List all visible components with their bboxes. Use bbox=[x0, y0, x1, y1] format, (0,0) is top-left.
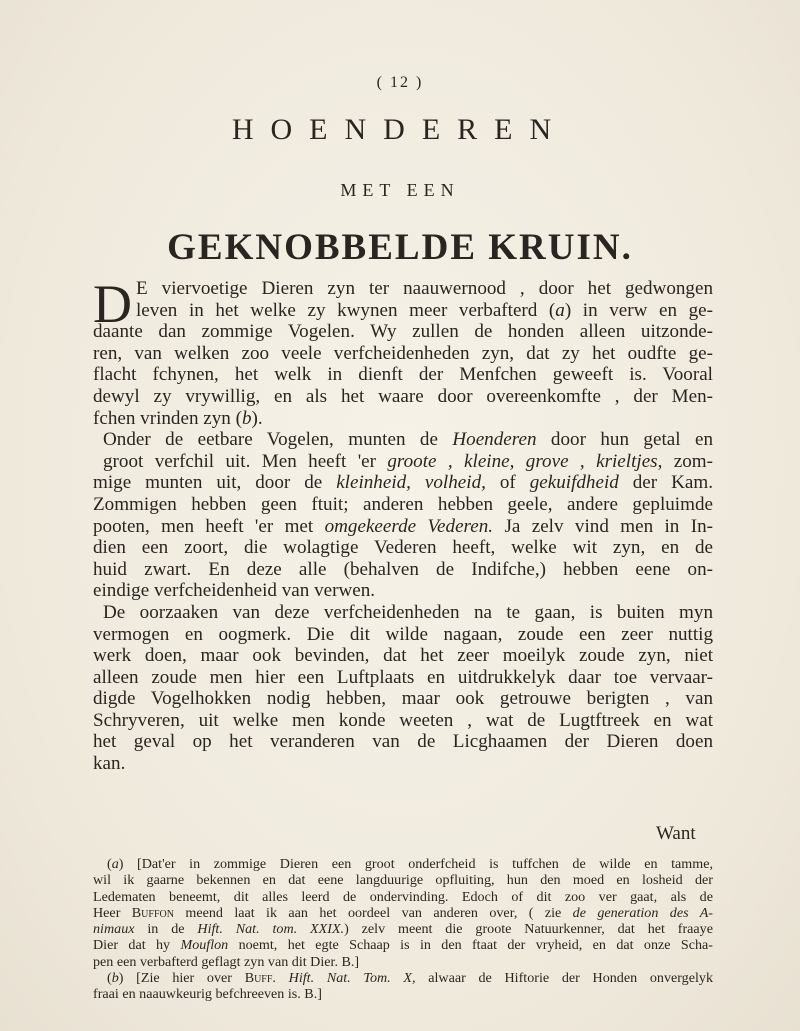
body-line bbox=[93, 386, 713, 408]
body-segment: Zommigen hebben geen ftuit; anderen hebben geele, andere gepluimde bbox=[93, 493, 713, 515]
footnote-line bbox=[93, 921, 713, 937]
footnote-segment: fraai en naauwkeurig befchreeven is. B.] bbox=[93, 986, 322, 1003]
body-text bbox=[93, 274, 714, 775]
body-line bbox=[93, 300, 713, 322]
body-segment: alleen zoude men hier een Luftplaats en uitdrukkelyk daar toe vervaar- bbox=[93, 666, 713, 688]
body-line bbox=[93, 408, 713, 430]
body-segment: Onder de eetbare Vogelen, munten de bbox=[103, 429, 453, 451]
chapter-title: HOENDEREN bbox=[231, 113, 569, 146]
body-segment: b bbox=[241, 407, 252, 429]
footnote-line bbox=[93, 937, 713, 953]
footnote-segment: Buff. bbox=[244, 970, 276, 987]
body-segment: dien een zoort, die wolagtige Vederen heeft, welke wit zyn, en de bbox=[93, 537, 713, 559]
body-line bbox=[93, 472, 713, 494]
footnote-segment: ) zelv meent die groote Natuurkenner, dat het fraaye bbox=[344, 921, 713, 938]
body-segment: werk doen, maar ook bevinden, dat het zeer moeilyk zoude zyn, niet bbox=[93, 645, 713, 667]
body-segment: fchen vrinden zyn ( bbox=[93, 407, 242, 429]
footnote-line bbox=[93, 970, 713, 986]
body-line bbox=[93, 753, 713, 775]
body-line bbox=[93, 710, 713, 732]
body-line bbox=[93, 559, 713, 581]
body-segment: pooten, men heeft 'er met bbox=[93, 515, 325, 537]
body-segment: Hoenderen bbox=[452, 429, 537, 451]
body-segment: flacht fchynen, het welk in dienft der Menfchen geweeft is. Vooral bbox=[93, 364, 713, 386]
body-segment: het geval op het veranderen van de Licghaamen der Dieren doen bbox=[93, 731, 713, 753]
body-segment: daante dan zommige Vogelen. Wy zullen de honden alleen uitzonde- bbox=[93, 321, 713, 343]
body-segment: dewyl zy vrywillig, en als het waare door overeenkomfte , der Men- bbox=[93, 385, 713, 407]
footnote-segment: ( bbox=[107, 856, 112, 872]
footnote-segment: alwaar de Hiftorie der Honden onvergelyk bbox=[415, 970, 713, 987]
body-line bbox=[93, 429, 713, 451]
body-segment: Schryveren, uit welke men konde weeten , wat de Lugtftreek en wat bbox=[93, 709, 713, 731]
body-segment: , zom- bbox=[657, 450, 714, 472]
body-segment: door hun getal en bbox=[536, 429, 713, 451]
body-line bbox=[93, 516, 713, 538]
footnote-segment: Dier dat hy bbox=[93, 937, 181, 954]
body-segment: leven in het welke zy kwynen meer verbafterd ( bbox=[136, 299, 556, 321]
body-segment: E viervoetige Dieren zyn ter naauwernood , door het gedwongen bbox=[136, 278, 713, 299]
footnote-segment: de generation des A- bbox=[572, 904, 714, 921]
body-segment: kan. bbox=[93, 753, 126, 775]
footnote-segment: ( bbox=[107, 970, 112, 987]
body-line bbox=[93, 364, 713, 386]
body-line bbox=[93, 494, 713, 516]
footnote-segment: noemt, het egte Schaap is in den ftaat der vryheid, en dat onze Scha- bbox=[228, 937, 713, 954]
footnote-line bbox=[93, 986, 713, 1002]
body-line bbox=[93, 580, 713, 602]
body-line bbox=[93, 624, 713, 646]
body-segment: ) in verw en ge- bbox=[564, 299, 713, 321]
footnote-segment: Hift. Nat. tom. XXIX. bbox=[197, 921, 345, 938]
body-segment: der Kam. bbox=[618, 472, 713, 494]
body-line bbox=[93, 688, 713, 710]
footnote-segment: pen een verbafterd geflagt zyn van dit Dier. B.] bbox=[93, 953, 360, 970]
footnote-segment: b bbox=[111, 970, 119, 987]
chapter-subtitle: MET EEN bbox=[340, 180, 460, 200]
body-line bbox=[93, 537, 713, 559]
body-segment: omgekeerde Vederen. bbox=[324, 515, 494, 537]
body-segment: Ja zelv vind men in In- bbox=[493, 515, 713, 537]
body-segment: gekuifdheid bbox=[529, 472, 619, 494]
footnote-segment: nimaux bbox=[93, 921, 135, 938]
body-line bbox=[93, 343, 713, 365]
body-segment: vermogen en oogmerk. Die dit wilde nagaan, zoude een zeer nuttig bbox=[93, 623, 713, 645]
footnote-line bbox=[93, 889, 713, 905]
footnote-segment: wil ik gaarne bekennen en dat eene langduurige opfluiting, hun den moed en losheid der bbox=[93, 872, 713, 889]
body-segment: ren, van welken zoo veele verfcheidenheden zyn, dat zy het oudfte ge- bbox=[93, 342, 713, 364]
body-segment: De oorzaaken van deze verfcheidenheden na te gaan, is buiten myn bbox=[103, 601, 713, 623]
chapter-title-main: GEKNOBBELDE KRUIN. bbox=[167, 227, 633, 268]
body-segment: mige munten uit, door de bbox=[93, 472, 337, 494]
footnote-segment: Ledematen beneemt, dit alles leerd de ondervinding. Edoch of dit zoo ver gaat, als de bbox=[93, 888, 713, 905]
footnote-segment: meend laat ik aan het oordeel van anderen over, ( zie bbox=[173, 904, 573, 921]
body-line bbox=[93, 731, 713, 753]
body-segment: groote , kleine, grove , krieltjes bbox=[387, 450, 658, 472]
body-line bbox=[93, 278, 713, 300]
body-line bbox=[93, 321, 713, 343]
footnote-segment: ) [Zie hier over bbox=[118, 970, 245, 987]
catchword: Want bbox=[656, 823, 696, 844]
footnote-line bbox=[93, 872, 713, 888]
body-segment: ). bbox=[251, 407, 263, 429]
body-line bbox=[93, 451, 713, 473]
body-line bbox=[93, 602, 713, 624]
footnote-segment bbox=[276, 970, 289, 986]
footnote-segment: in de bbox=[134, 921, 198, 938]
body-segment: eindige verfcheidenheid van verwen. bbox=[93, 580, 376, 602]
footnote-segment: Hift. Nat. Tom. X, bbox=[288, 970, 416, 987]
body-segment: kleinheid, volheid, bbox=[336, 472, 486, 494]
body-line bbox=[93, 667, 713, 689]
footnote-segment: Mouflon bbox=[180, 937, 229, 954]
footnote-segment: a bbox=[111, 856, 119, 872]
body-segment: groot verfchil uit. Men heeft 'er bbox=[103, 450, 388, 472]
body-segment: digde Vogelhokken nodig hebben, maar ook getrouwe berigten , van bbox=[93, 688, 713, 710]
footnote-line bbox=[93, 905, 713, 921]
body-line bbox=[93, 645, 713, 667]
footnote-line bbox=[93, 856, 713, 872]
body-segment: huid zwart. En deze alle (behalven de Indifche,) hebben eene on- bbox=[93, 558, 713, 580]
drop-cap: D bbox=[93, 274, 132, 334]
footnotes bbox=[93, 856, 713, 1003]
page-number: ( 12 ) bbox=[376, 74, 424, 91]
footnote-segment: Heer bbox=[93, 904, 132, 921]
footnote-line bbox=[93, 954, 713, 970]
footnote-segment: ) [Dat'er in zommige Dieren een groot onderfcheid is tuffchen de wilde en tamme, bbox=[118, 856, 713, 872]
body-segment: a bbox=[555, 299, 565, 321]
footnote-segment: Buffon bbox=[131, 904, 174, 921]
body-segment: of bbox=[485, 472, 530, 494]
